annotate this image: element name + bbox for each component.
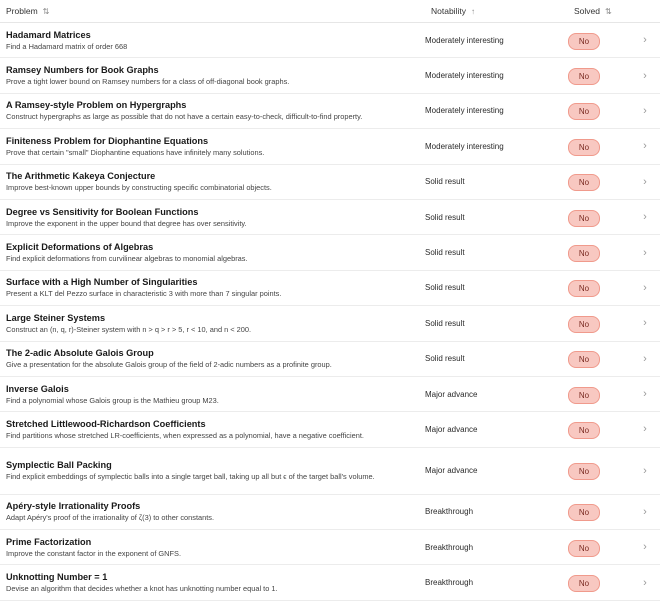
table-header bbox=[0, 0, 660, 23]
solved-badge: No bbox=[568, 210, 600, 227]
problem-title: The 2-adic Absolute Galois Group bbox=[6, 348, 154, 359]
table-row[interactable] bbox=[0, 565, 660, 600]
solved-cell bbox=[568, 573, 630, 592]
table-body bbox=[0, 23, 660, 601]
problem-cell bbox=[0, 312, 425, 335]
problem-description: Improve best-known upper bounds by constructing specific combinatorial objects. bbox=[6, 183, 272, 193]
solved-cell bbox=[568, 420, 630, 439]
problem-title: Degree vs Sensitivity for Boolean Functions bbox=[6, 206, 199, 217]
problem-title: Finiteness Problem for Diophantine Equations bbox=[6, 135, 209, 146]
table-row[interactable] bbox=[0, 129, 660, 164]
chevron-right-icon[interactable]: › bbox=[643, 541, 647, 554]
solved-cell bbox=[568, 243, 630, 262]
notability-cell: Breakthrough bbox=[425, 542, 474, 552]
column-header-problem[interactable] bbox=[0, 6, 431, 16]
solved-badge: No bbox=[568, 504, 600, 521]
problem-description: Adapt Apéry's proof of the irrationality of ζ(3) to other constants. bbox=[6, 513, 215, 523]
table-row[interactable] bbox=[0, 94, 660, 129]
table-row[interactable] bbox=[0, 200, 660, 235]
table-row[interactable] bbox=[0, 23, 660, 58]
problem-title: Stretched Littlewood-Richardson Coefficients bbox=[6, 418, 206, 429]
solved-badge: No bbox=[568, 463, 600, 480]
solved-badge: No bbox=[568, 103, 600, 120]
problem-cell bbox=[0, 347, 425, 370]
solved-cell bbox=[568, 172, 630, 191]
chevron-right-icon[interactable]: › bbox=[643, 464, 647, 477]
solved-badge: No bbox=[568, 245, 600, 262]
solved-cell bbox=[568, 538, 630, 557]
notability-cell: Solid result bbox=[425, 248, 465, 258]
notability-cell: Solid result bbox=[425, 318, 465, 328]
column-header-solved[interactable] bbox=[574, 6, 660, 16]
problem-description: Prove that certain "small" Diophantine equations have infinitely many solutions. bbox=[6, 147, 265, 157]
problem-title: Inverse Galois bbox=[6, 383, 69, 394]
problem-cell bbox=[0, 500, 425, 523]
solved-badge: No bbox=[568, 351, 600, 368]
table-row[interactable] bbox=[0, 412, 660, 447]
problem-title: Symplectic Ball Packing bbox=[6, 460, 112, 471]
column-header-notability[interactable] bbox=[431, 6, 574, 16]
solved-cell bbox=[568, 31, 630, 50]
problem-cell bbox=[0, 135, 425, 158]
solved-badge: No bbox=[568, 316, 600, 333]
sort-icon[interactable]: ⇅ bbox=[605, 6, 612, 16]
problem-cell bbox=[0, 241, 425, 264]
problem-title: Explicit Deformations of Algebras bbox=[6, 242, 154, 253]
solved-cell bbox=[568, 208, 630, 227]
notability-cell: Breakthrough bbox=[425, 578, 474, 588]
chevron-right-icon[interactable]: › bbox=[643, 175, 647, 188]
problem-cell bbox=[0, 459, 425, 482]
notability-cell: Solid result bbox=[425, 283, 465, 293]
chevron-right-icon[interactable]: › bbox=[643, 140, 647, 153]
problem-cell bbox=[0, 418, 425, 441]
chevron-right-icon[interactable]: › bbox=[643, 34, 647, 47]
solved-badge: No bbox=[568, 33, 600, 50]
solved-badge: No bbox=[568, 139, 600, 156]
chevron-right-icon[interactable]: › bbox=[643, 281, 647, 294]
problem-description: Present a KLT del Pezzo surface in characteristic 3 with more than 7 singular points. bbox=[6, 289, 282, 299]
chevron-right-icon[interactable]: › bbox=[643, 505, 647, 518]
notability-cell: Solid result bbox=[425, 177, 465, 187]
table-row[interactable] bbox=[0, 271, 660, 306]
column-label-solved: Solved bbox=[574, 6, 600, 16]
problem-cell bbox=[0, 276, 425, 299]
problem-cell bbox=[0, 64, 425, 87]
solved-cell bbox=[568, 137, 630, 156]
table-row[interactable] bbox=[0, 58, 660, 93]
solved-badge: No bbox=[568, 575, 600, 592]
problem-description: Find explicit deformations from curvilinear algebras to monomial algebras. bbox=[6, 254, 248, 264]
problem-description: Find a polynomial whose Galois group is the Mathieu group M23. bbox=[6, 395, 219, 405]
chevron-right-icon[interactable]: › bbox=[643, 317, 647, 330]
table-row[interactable] bbox=[0, 495, 660, 530]
problem-title: Unknotting Number = 1 bbox=[6, 572, 108, 583]
problem-cell bbox=[0, 571, 425, 594]
problem-description: Prove a tight lower bound on Ramsey numbers for a class of off-diagonal book graphs. bbox=[6, 77, 290, 87]
solved-cell bbox=[568, 314, 630, 333]
table-row[interactable] bbox=[0, 530, 660, 565]
problem-title: Large Steiner Systems bbox=[6, 312, 106, 323]
sort-icon[interactable]: ⇅ bbox=[42, 6, 50, 16]
solved-cell bbox=[568, 101, 630, 120]
table-row[interactable] bbox=[0, 342, 660, 377]
solved-badge: No bbox=[568, 387, 600, 404]
notability-cell: Major advance bbox=[425, 424, 478, 434]
notability-cell: Moderately interesting bbox=[425, 106, 504, 116]
problem-title: Prime Factorization bbox=[6, 536, 92, 547]
problem-description: Construct an (n, q, r)-Steiner system with n > q > r > 5, r < 10, and n < 200. bbox=[6, 324, 252, 334]
chevron-right-icon[interactable]: › bbox=[643, 576, 647, 589]
notability-cell: Solid result bbox=[425, 354, 465, 364]
table-row[interactable] bbox=[0, 165, 660, 200]
notability-cell: Breakthrough bbox=[425, 507, 474, 517]
solved-cell bbox=[568, 66, 630, 85]
solved-cell bbox=[568, 278, 630, 297]
problem-title: Surface with a High Number of Singularities bbox=[6, 277, 198, 288]
problem-title: Hadamard Matrices bbox=[6, 29, 91, 40]
chevron-right-icon[interactable]: › bbox=[643, 246, 647, 259]
column-label-problem: Problem bbox=[6, 6, 38, 16]
problem-cell bbox=[0, 99, 425, 122]
chevron-right-icon[interactable]: › bbox=[643, 388, 647, 401]
table-row[interactable] bbox=[0, 448, 660, 495]
solved-badge: No bbox=[568, 422, 600, 439]
problem-cell bbox=[0, 29, 425, 52]
problem-description: Give a presentation for the absolute Galois group of the field of 2-adic numbers as a profinite group. bbox=[6, 360, 332, 370]
notability-cell: Solid result bbox=[425, 212, 465, 222]
problem-cell bbox=[0, 206, 425, 229]
notability-cell: Moderately interesting bbox=[425, 141, 504, 151]
notability-cell: Major advance bbox=[425, 466, 478, 476]
problem-title: Apéry-style Irrationality Proofs bbox=[6, 501, 141, 512]
problem-description: Find explicit embeddings of symplectic balls into a single target ball, taking up all but ϵ of the target ball's volume. bbox=[6, 472, 375, 482]
solved-cell bbox=[568, 349, 630, 368]
solved-cell bbox=[568, 461, 630, 480]
chevron-right-icon[interactable]: › bbox=[643, 69, 647, 82]
problem-description: Find partitions whose stretched LR-coefficients, when expressed as a polynomial, have a negative coefficient. bbox=[6, 430, 364, 440]
chevron-right-icon[interactable]: › bbox=[643, 211, 647, 224]
problem-title: The Arithmetic Kakeya Conjecture bbox=[6, 171, 156, 182]
solved-cell bbox=[568, 502, 630, 521]
problem-title: A Ramsey-style Problem on Hypergraphs bbox=[6, 100, 187, 111]
table-row[interactable] bbox=[0, 306, 660, 341]
solved-badge: No bbox=[568, 174, 600, 191]
problem-description: Devise an algorithm that decides whether a knot has unknotting number equal to 1. bbox=[6, 584, 278, 594]
column-label-notability: Notability bbox=[431, 6, 466, 16]
notability-cell: Major advance bbox=[425, 389, 478, 399]
sort-ascending-icon[interactable]: ↑ bbox=[470, 6, 475, 16]
problem-cell bbox=[0, 170, 425, 193]
solved-badge: No bbox=[568, 280, 600, 297]
problem-description: Improve the constant factor in the exponent of GNFS. bbox=[6, 548, 182, 558]
problem-description: Find a Hadamard matrix of order 668 bbox=[6, 41, 128, 51]
problem-description: Improve the exponent in the upper bound that degree has over sensitivity. bbox=[6, 218, 247, 228]
chevron-right-icon[interactable]: › bbox=[643, 352, 647, 365]
problem-description: Construct hypergraphs as large as possible that do not have a certain easy-to-check, difficult-to-find property. bbox=[6, 112, 363, 122]
problem-title: Ramsey Numbers for Book Graphs bbox=[6, 65, 159, 76]
problem-cell bbox=[0, 383, 425, 406]
notability-cell: Moderately interesting bbox=[425, 71, 504, 81]
chevron-right-icon[interactable]: › bbox=[643, 104, 647, 117]
table-row[interactable] bbox=[0, 235, 660, 270]
problem-cell bbox=[0, 536, 425, 559]
solved-cell bbox=[568, 385, 630, 404]
chevron-right-icon[interactable]: › bbox=[643, 423, 647, 436]
solved-badge: No bbox=[568, 68, 600, 85]
solved-badge: No bbox=[568, 540, 600, 557]
table-row[interactable] bbox=[0, 377, 660, 412]
notability-cell: Moderately interesting bbox=[425, 35, 504, 45]
